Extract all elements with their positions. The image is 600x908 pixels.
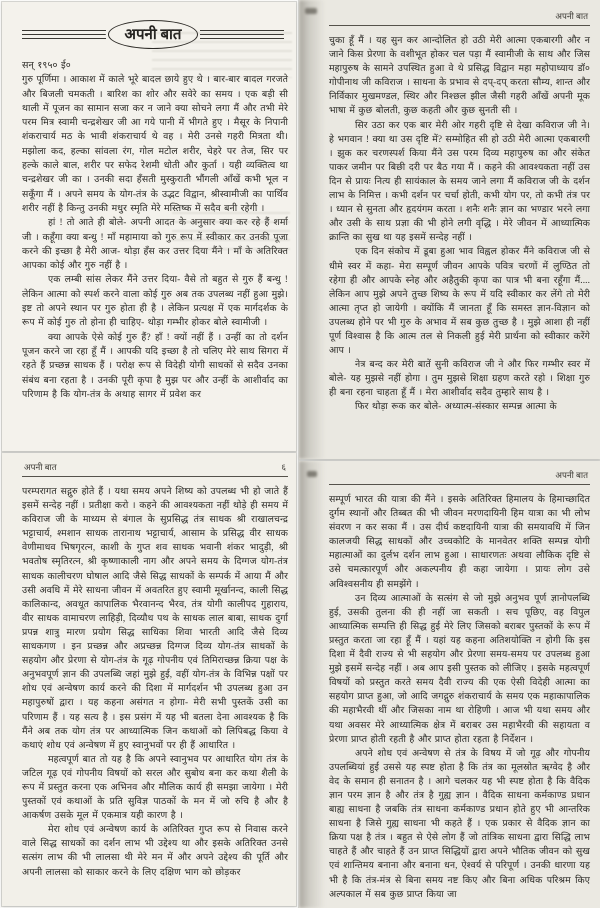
paragraph: क्या आपके ऐसे कोई गुरु हैं? हाँ ! क्यों नहीं हैं । उन्हीं का तो दर्शन पूजन करने जा रहा हूँ मैं । आपकी यदि इच्छा है तो चलिए मेरे साथ सिगरा में रहते हैं प्रच्छन्न साधक हैं । परोक्ष रूप से विदेही योगी साधकों से सदैव उनका संबंध बना रहता है । उनकी पूरी कृपा है मुझ पर और उन्हीं के आशीर्वाद का परिणाम है कि योग-तंत्र के अथाह सागर में प्रवेश कर — [22, 332, 288, 400]
body-text — [22, 59, 288, 402]
body-text — [329, 34, 590, 415]
gutter-shadow — [299, 0, 325, 459]
paragraph: महत्वपूर्ण बात तो यह है कि अपने स्वानुभव पर आधारित योग तंत्र के जटिल गूढ़ एवं गोपनीय विषयों को सरल और सुबोध बना कर कथा शैली के रूप में प्रस्तुत करना एक अभिनव और मौलिक कार्य ही समझा जायेगा । मेरी पुस्तकों एवं कथाओं के प्रति सुविज्ञ पाठकों के मन में जो रुचि है और है आकर्षण उसके मूल में एकमात्र यही कारण है । — [22, 754, 288, 822]
paragraph: गुरु पूर्णिमा । आकाश में काले भूरे बादल छाये हुए थे । बार-बार बादल गरजते और बिजली चमकती । बारिश का शोर और सवेरे का समय । एक बड़ी सी थाली में पूजन का सामान सजा कर न जाने क्या सोचने लगा मैं और तभी मेरे परम मित्र स्वामी चन्द्रशेखर जी आ गये पानी में भीगते हुए । मैसूर के निपानी शंकराचार्य मठ के भावी शंकराचार्य थे वह । मेरी उनसे गहरी मित्रता थी। मझोला कद, हल्का सांवला रंग, गोल मटोल शरीर, चेहरे पर तेज, सिर पर हल्के काले बाल, शरीर पर सफेद रेशमी धोती और कुर्ता । यही व्यक्तित्व था चन्द्रशेखर जी का । उनकी सदा हँसती मुस्कुराती भौंगली आँखें कभी भूल न सकूँगा मैं । अपने समय के योग-तंत्र के उद्भट विद्वान, श्रीस्वामीजी का पार्थिव शरीर नहीं है किन्तु उनकी मधुर स्मृति मेरे मस्तिष्क में सदैव बनी रहेगी । — [22, 75, 288, 214]
paragraph: चुका हूँ मैं । यह सुन कर आन्दोलित हो उठी मेरी आत्मा एकबारगी और न जाने किस प्रेरणा के वशीभूत होकर चल पड़ा मैं स्वामीजी के साथ और जिस महापुरुष के सामने उपस्थित हुआ वे थे प्रसिद्ध विद्वान महा महोपाध्याय डॉ० गोपीनाथ जी कविराज । साधना के प्रभाव से दप्-दप् करता सौम्य, शान्त और निर्विकार मुखमण्डल, स्थिर और निश्छल झील जैसी गहरी आँखें अपनी मूक भाषा में कुछ बोलती, कुछ कहती और कुछ सुनती सी । — [329, 36, 590, 117]
paragraph: अपने शोध एवं अन्वेषण से तंत्र के विषय में जो गूढ़ और गोपनीय उपलब्धियां हुई उससे यह स्पष्ट होता है कि तंत्र का मूलस्रोत ऋग्वेद है और वेद के समान ही सनातन है । आगे चलकर यह भी स्पष्ट होता है कि वैदिक ज्ञान परम ज्ञान है और तंत्र है गुह्य ज्ञान । वैदिक साधना कर्मकाण्ड प्रधान बाह्य साधना है जबकि तंत्र साधना कर्मकाण्ड प्रधान होते हुए भी आन्तरिक साधना है जिसे गुह्य साधना भी कहते हैं । एक प्रकार से वैदिक ज्ञान का क्रिया पक्ष है तंत्र । बहुत से ऐसे लोग हैं जो तांत्रिक साधना द्वारा सिद्धि लाभ चाहते हैं और चाहते हैं उन प्राप्त सिद्धियों द्वारा अपने भौतिक जीवन को सुख एवं शान्तिमय बनाना और बनाना धन, ऐश्वर्य से परिपूर्ण । उनकी धारणा यह भी है कि तंत्र-मंत्र से बिना समय नष्ट किए और बिना अधिक परिश्रम किए अल्पकाल में सब कुछ प्राप्त किया जा — [329, 748, 590, 900]
paragraph: हां ! तो आते ही बोले- अपनी आदत के अनुसार क्या कर रहे हैं शर्मा जी । कहूँगा क्या बन्धु ! माँ महामाया को गुरु रूप में स्वीकार कर उनकी पूजा करने की इच्छा है मेरी आज- थोड़ा हँस कर उत्तर दिया मैंने । माँ के अतिरिक्त आपका कोई और गुरु नहीं है । — [22, 218, 288, 272]
ornamental-rule-left — [22, 30, 106, 39]
paragraph: फिर थोड़ा रूक कर बोले- अध्यात्म-संस्कार सम्पन्न आत्मा के — [355, 402, 557, 413]
page-title: अपनी बात — [108, 20, 199, 49]
page-scan-2 — [299, 0, 600, 459]
paragraph: सिर उठा कर एक बार मेरी ओर गहरी दृष्टि से देखा कविराज जी ने। हे भगवान ! क्या था उस दृष्टि में? सम्मोहित सी हो उठी मेरी आत्मा एकबारगी । झुक कर चरणस्पर्श किया मैंने उस परम दिव्य महापुरुष का और संकेत पाकर जमीन पर बिछी दरी पर बैठ गया मैं । कहने की आवश्यकता नहीं उस दिन से प्रायः नित्य ही सायंकाल के समय जाने लगा मैं कविराज जी के दर्शन लाभ के निमित्त । कभी दर्शन पर चर्चा होती, कभी योग पर, तो कभी तंत्र पर । ध्यान से सुनता और हृदयंगम करता । शनैः शनैः ज्ञान का भण्डार भरने लगा और उसी के साथ प्रज्ञा की भी होने लगी वृद्धि । मेरे जीवन में आध्यात्मिक क्रान्ति का सुख था यह इसमें सन्देह नहीं । — [329, 120, 590, 244]
page-title: अपनी बात — [555, 11, 588, 21]
scan-smudge — [305, 8, 317, 14]
date-line: सन् १९५० ई० — [22, 61, 71, 71]
paragraph: सम्पूर्ण भारत की यात्रा की मैंने । इसके अतिरिक्त हिमालय के हिमाच्छादित दुर्गम स्थानों और तिब्बत की भी जीवन मरणदायिनी हिम यात्रा का भी लोभ संवरण न कर सका मैं । उस दीर्घ कष्टदायिनी यात्रा की समयावधि में जिन कालजयी सिद्ध साधकों और उच्चकोटि के मानवेतर शक्ति सम्पन्न योगी महात्माओं का दुर्लभ दर्शन लाभ हुआ । साधारणतः अथवा लौकिक दृष्टि से उसे चमत्कारपूर्ण और अकल्पनीय ही कहा जायेगा । प्रायः लोग उसे अविश्वसनीय ही समझेंगे । — [329, 495, 590, 590]
body-text — [22, 485, 288, 880]
page-scan-4 — [299, 461, 600, 908]
running-header — [329, 8, 590, 26]
paragraph: मेरा शोध एवं अन्वेषण कार्य के अतिरिक्त गुप्त रूप से निवास करने वाले सिद्ध साधकों का दर्शन लाभ भी उद्देश्य था और इसके अतिरिक्त उनसे सत्संग लाभ की भी लालसा थी मेरे मन में और अपने उद्देश्य की पूर्ति और अपनी लालसा को साकार करने के लिए दक्षिण भाग को छोड़कर — [22, 825, 288, 878]
paragraph: एक दिन संकोच में डूबा हुआ भाव विह्वल होकर मैंने कविराज जी से धीमे स्वर में कहा- मेरा सम्पूर्ण जीवन आपके पवित्र चरणों में लुण्ठित तो रहेगा ही और आपके स्नेह और अहैतुकी कृपा का पात्र भी बना रहूँगा मैं.... लेकिन आप मुझे अपने तुच्छ शिष्य के रूप में यदि स्वीकार कर लेंगे तो मेरी आत्मा तृप्त हो जायेगी । क्योंकि मैं जानता हूँ कि समस्त ज्ञान-विज्ञान को उपलब्ध होने पर भी गुरु के अभाव में सब कुछ तुच्छ है । मुझे आशा ही नहीं पूर्ण विश्वास है कि आत्म तल से निकली हुई मेरी प्रार्थना को स्वीकार करेंगे आप । — [329, 247, 590, 357]
paragraph: उन दिव्य आत्माओं के सत्संग से जो मुझे अनुभव पूर्ण ज्ञानोपलब्धि हुई, उसकी तुलना की ही नहीं जा सकती । सच पूछिए, वह विपुल आध्यात्मिक सम्पत्ति ही सिद्ध हुई मेरे लिए जिसको बराबर पुस्तकों के रूप में प्रस्तुत करता जा रहा हूँ मैं । यहां यह कहना अतिशयोक्ति न होगी कि इस दिशा में दैवी राज्य से भी सहयोग और प्रेरणा समय-समय पर उपलब्ध हुआ मुझे इसमें सन्देह नहीं । अब आप इसी पुस्तक को लीजिए । इसके महत्वपूर्ण विषयों को प्रस्तुत करते समय दैवी राज्य की एक ऐसी विदेही आत्मा का सहयोग प्राप्त हुआ, जो आदि जगद्गुरु शंकराचार्य के समय एक महाकापालिक की महाभैरवी थीं और जिसका नाम था रोहिणी । आज भी यथा समय और यथा अवसर मेरे आध्यात्मिक क्षेत्र में बराबर उस महाभैरवी की सहायता व प्रेरणा प्राप्त होती रहती है और प्राप्त होता रहता है निर्देशन । — [329, 593, 590, 745]
page-title: अपनी बात — [555, 470, 588, 480]
scan-smudge — [307, 471, 317, 477]
page-number: ६ — [281, 462, 286, 472]
page-title: अपनी बात — [24, 462, 57, 472]
ornamental-rule-right — [200, 30, 284, 39]
page1-title-banner — [22, 20, 284, 49]
body-text — [329, 493, 590, 902]
paragraph: नेत्र बन्द कर मेरी बातें सुनी कविराज जी ने और फिर गम्भीर स्वर में बोले- यह मुझसे नहीं होगा । तुम मुझसे शिक्षा ग्रहण करते रहो । शिक्षा गुरु ही बना रहना चाहता हूँ मैं । मेरा आशीर्वाद सदैव तुम्हारे साथ है । — [329, 360, 590, 399]
paragraph: एक लम्बी सांस लेकर मैंने उत्तर दिया- वैसे तो बहुत से गुरु हैं बन्धु ! लेकिन आत्मा को स्पर्श करने वाला कोई गुरु अब तक उपलब्ध नहीं हुआ मुझे। इष्ट तो अपने स्थान पर गुरु होता ही है । लेकिन प्रत्यक्ष में एक मार्गदर्शक के रूप में कोई गुरु तो होना ही चाहिए- थोड़ा गम्भीर होकर बोले स्वामीजी । — [22, 275, 288, 329]
gutter-shadow — [299, 461, 325, 908]
page-scan-1 — [2, 2, 296, 451]
page-scan-3 — [2, 453, 296, 906]
paragraph: परम्परागत सद्गुरु होते हैं । यथा समय अपने शिष्य को उपलब्ध भी हो जाते हैं इसमें सन्देह नहीं । प्रतीक्षा करो । कहने की आवश्यकता नहीं थोड़े ही समय में कविराज जी के माध्यम से बंगाल के सुप्रसिद्ध तंत्र साधक श्री राखालचन्द्र भट्टाचार्य, श्मशान साधक तारानाथ भट्टाचार्य, आसाम के प्रसिद्ध वीर साधक वेणीमाधव भिषगृरत्न, काशी के गुप्त शव साधक भवानी शंकर भादुड़ी, श्री भवतोष स्मृतिरत्न, श्री कृष्णाकाली नाग और अपने समय के दिग्गज योग-तंत्र साधक कालीचरण घोषाल आदि जैसे सिद्ध साधकों के सम्पर्क में आया मैं और उसी अवधि में मेरे साधना जीवन में अवतरित हुए स्वामी मूर्खानन्द, काली सिद्ध कालिकान्द, अवधूत कापालिक भैरवानन्द भैरव, तंत्र योगी कालीपद गुहाराय, वीर साधक वामाचरण लाहिड़ी, दिव्यौध पथ के साधक लाल बाबा, साधक दुर्गा प्रपन्न शात्रु मारण प्रयोग सिद्ध साधिका शिवा भारती आदि जैसे दिव्य साधकगण । इन प्रच्छन्न और अप्रच्छन्न दिग्गज दिव्य योग-तंत्र साधकों के सहयोग और प्रेरणा से योग-तंत्र के गूढ़ गोपनीय एवं तिमिराच्छन्न क्रिया पक्ष के अनुभवपूर्ण ज्ञान की उपलब्धि जहां मुझे हुई, वहीं योग-तंत्र के विभिन्न पक्षों पर शोध एवं अन्वेषण कार्य करने की दिशा में मार्गदर्शन भी उपलब्ध हुआ उन महापुरुषों द्वारा । यह कहना असंगत न होगा- मेरी सभी पुस्तकें उसी का परिणाम हैं । यह सत्य है । इस प्रसंग में यह भी बतला देना आवश्यक है कि मैंने अब तक योग तंत्र पर आध्यात्मिक जिन कथाओं को लिपिबद्ध किया वे कथाएं शोध एवं अन्वेषण में हुए स्वानुभवों पर ही हैं आधारित । — [22, 487, 288, 751]
running-header — [22, 459, 288, 477]
running-header — [329, 467, 590, 485]
